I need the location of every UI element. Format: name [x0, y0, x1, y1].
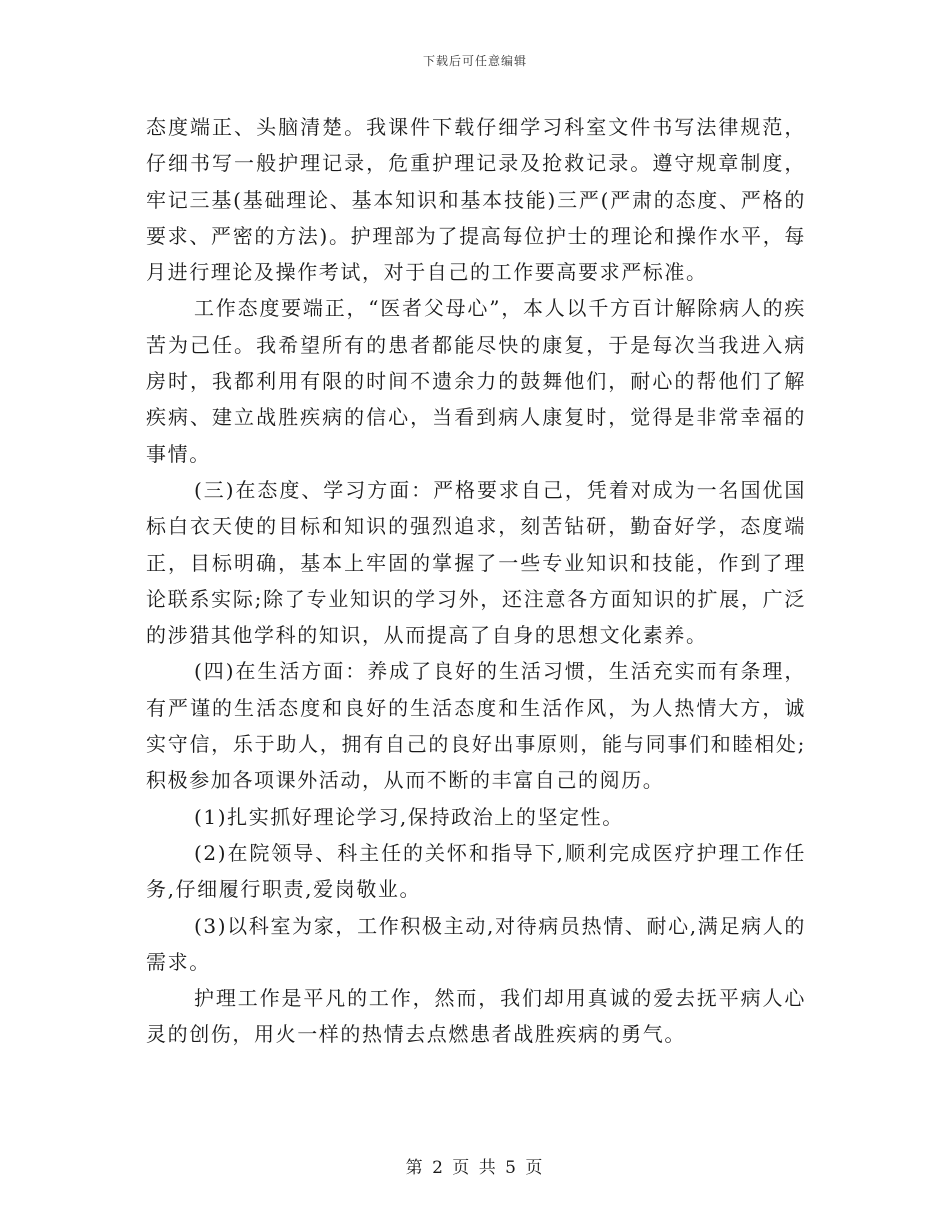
- paragraph-life-aspect: (四)在生活方面：养成了良好的生活习惯，生活充实而有条理，有严谨的生活态度和良好的生活态度和生活作风，为人热情大方，诚实守信，乐于助人，拥有自己的良好出事原则，能与同事们和睦相处;积极参加各项课外活动，从而不断的丰富自己的阅历。: [146, 659, 806, 793]
- paragraph-continuation: 态度端正、头脑清楚。我课件下载仔细学习科室文件书写法律规范，仔细书写一般护理记录，危重护理记录及抢救记录。遵守规章制度，牢记三基(基础理论、基本知识和基本技能)三严(严肃的态度、严格的要求、严密的方法)。护理部为了提高每位护士的理论和操作水平，每月进行理论及操作考试，对于自己的工作要高要求严标准。: [146, 115, 806, 285]
- header-note: 下载后可任意编辑: [422, 54, 527, 68]
- paragraph-conclusion: 护理工作是平凡的工作，然而，我们却用真诚的爱去抚平病人心灵的创伤，用火一样的热情去点燃患者战胜疾病的勇气。: [146, 986, 806, 1047]
- list-item-3: (3)以科室为家，工作积极主动,对待病员热情、耐心,满足病人的需求。: [146, 913, 806, 974]
- list-item-1: (1)扎实抓好理论学习,保持政治上的坚定性。: [194, 804, 624, 829]
- document-body: [146, 109, 806, 1053]
- paragraph-work-attitude: 工作态度要端正，“医者父母心”，本人以千方百计解除病人的疾苦为己任。我希望所有的患者都能尽快的康复，于是每次当我进入病房时，我都利用有限的时间不遗余力的鼓舞他们，耐心的帮他们了解疾病、建立战胜疾病的信心，当看到病人康复时，觉得是非常幸福的事情。: [146, 296, 806, 466]
- list-item-2: (2)在院领导、科主任的关怀和指导下,顺利完成医疗护理工作任务,仔细履行职责,爱岗敬业。: [146, 840, 806, 902]
- paragraph-study-attitude: (三)在态度、学习方面：严格要求自己，凭着对成为一名国优国标白衣天使的目标和知识的强烈追求，刻苦钻研，勤奋好学，态度端正，目标明确，基本上牢固的掌握了一些专业知识和技能，作到了理论联系实际;除了专业知识的学习外，还注意各方面知识的扩展，广泛的涉猎其他学科的知识，从而提高了自身的思想文化素养。: [146, 477, 806, 648]
- page-number: 第 2 页 共 5 页: [405, 1158, 545, 1178]
